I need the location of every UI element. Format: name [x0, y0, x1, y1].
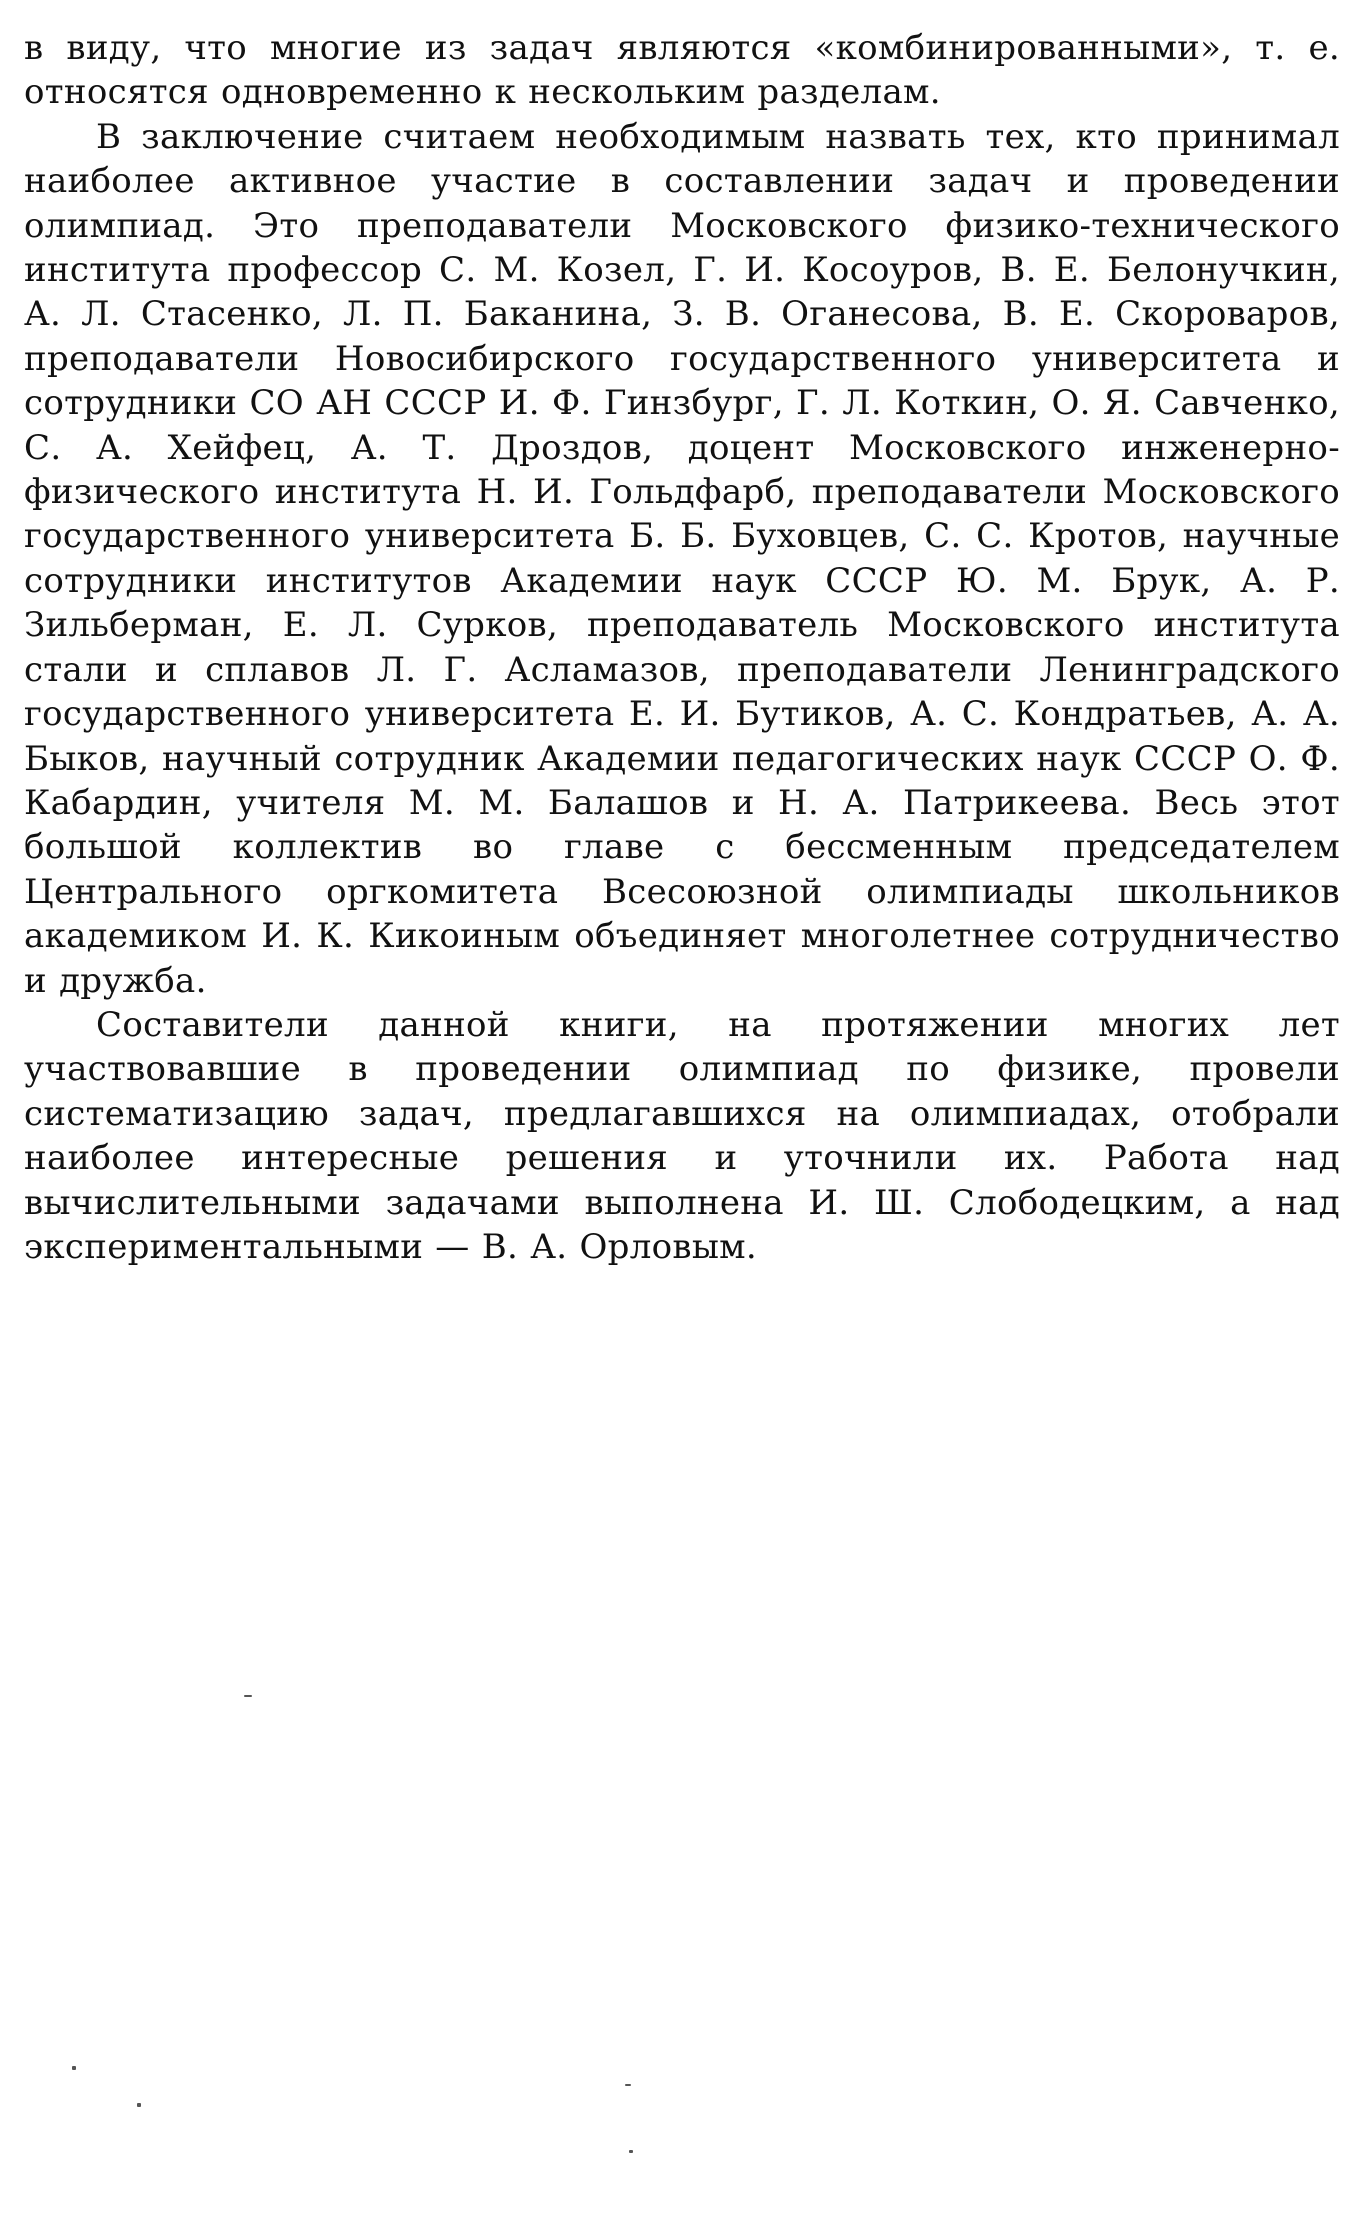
- scan-speck: [629, 2150, 633, 2153]
- paragraph-compilers: Составители данной книги, на протяжении многих лет участвовавшие в проведении олимпиад по физике, провели систематизацию задач, предлагавшихся на олимпиадах, отобрали наиболее интересные решения и уточнили их. Работа над вычислительными задачами выполнена И. Ш. Слободецким, а над экспериментальными — В. А. Орловым.: [24, 1004, 1340, 1267]
- scan-speck: [137, 2103, 141, 2107]
- document-page: [24, 26, 1340, 1269]
- paragraph-acknowledgements: В заключение считаем необходимым назвать тех, кто принимал наиболее активное участие в составлении задач и проведении олимпиад. Это преподаватели Московского физико-технического института профессор С. М. Козел, Г. И. Косоуров, В. Е. Белонучкин, А. Л. Стасенко, Л. П. Баканина, З. В. Оганесова, В. Е. Скороваров, преподаватели Новосибирского государственного университета и сотрудники СО АН СССР И. Ф. Гинзбург, Г. Л. Коткин, О. Я. Савченко, С. А. Хейфец, А. Т. Дроздов, доцент Московского инженерно-физического института Н. И. Гольдфарб, преподаватели Московского государственного университета Б. Б. Буховцев, С. С. Кротов, научные сотрудники институтов Академии наук СССР Ю. М. Брук, А. Р. Зильберман, Е. Л. Сурков, преподаватель Московского института стали и сплавов Л. Г. Асламазов, преподаватели Ленинградского государственного университета Е. И. Бутиков, А. С. Кондратьев, А. А. Быков, научный сотрудник Академии педагогических наук СССР О. Ф. Кабардин, учителя М. М. Балашов и Н. А. Патрикеева. Весь этот большой коллектив во главе с бессменным председателем Центрального оргкомитета Всесоюзной олимпиады школьников академиком И. К. Кикоиным объединяет многолетнее сотрудничество и дружба.: [24, 116, 1340, 1001]
- scan-speck: [72, 2066, 76, 2070]
- scan-speck: [244, 1695, 252, 1697]
- paragraph-continuation: в виду, что многие из задач являются «комбинированными», т. е. относятся одновременно к нескольким разделам.: [24, 28, 1340, 113]
- scan-speck: [625, 2084, 631, 2086]
